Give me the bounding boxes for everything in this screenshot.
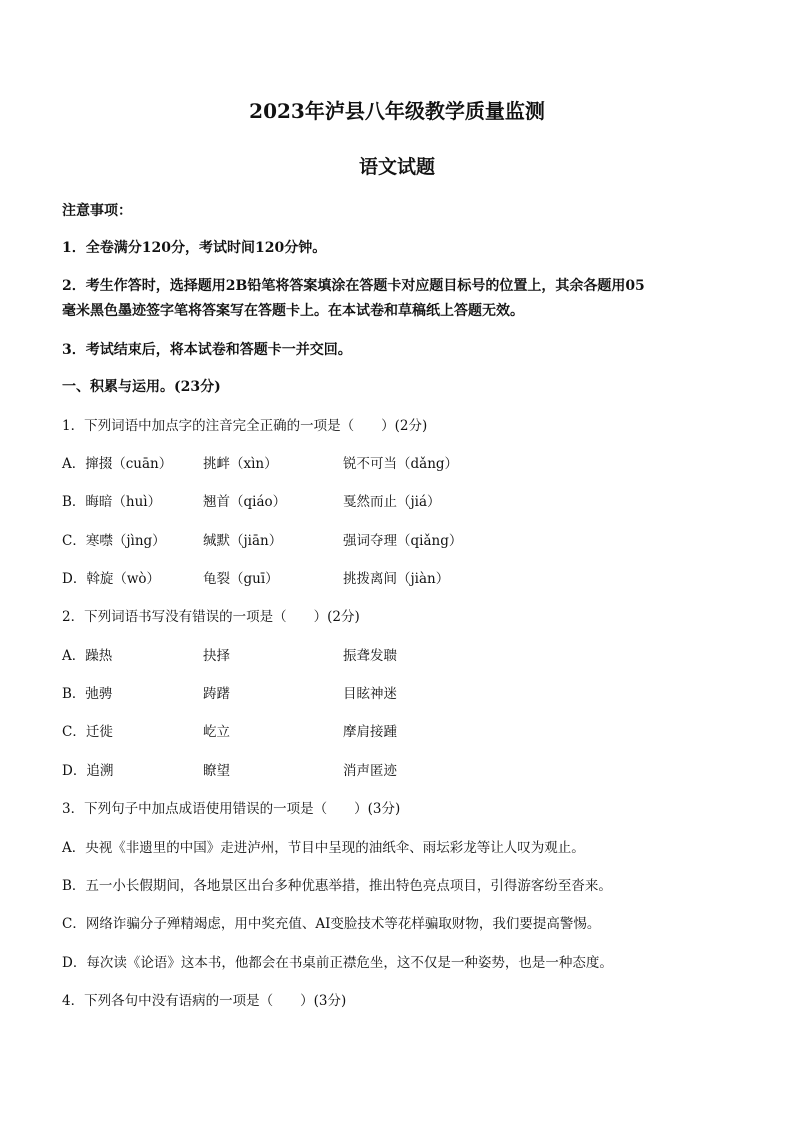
- exam-subject: 语文试题: [358, 156, 435, 178]
- q1-option-d-3: 挑拨离间（jiàn）: [343, 571, 450, 587]
- q1-option-c-2: 缄默（jiān）: [203, 533, 283, 549]
- question-4-stem: 4．下列各句中没有语病的一项是（ ）(3分): [62, 993, 347, 1009]
- q1-option-a-1: A．撺掇（cuān）: [62, 456, 173, 472]
- notice-heading: 注意事项：: [62, 203, 132, 219]
- q1-option-a-2: 挑衅（xìn）: [203, 456, 278, 472]
- q2-option-c-3: 摩肩接踵: [343, 724, 397, 740]
- q2-option-b-3: 目眩神迷: [343, 686, 397, 702]
- q1-option-b-2: 翘首（qiáo）: [203, 494, 287, 510]
- question-2-stem: 2．下列词语书写没有错误的一项是（ ）(2分): [62, 609, 360, 625]
- q2-option-d-3: 消声匿迹: [343, 763, 397, 779]
- q2-option-a-2: 抉择: [203, 648, 230, 664]
- exam-title: 2023年泸县八年级教学质量监测: [249, 99, 545, 123]
- section-heading: 一、积累与运用。(23分): [62, 379, 221, 395]
- notice-item-2: 2．考生作答时，选择题用2B铅笔将答案填涂在答题卡对应题目标号的位置上，其余各题用05: [62, 278, 645, 294]
- notice-item-1: 1．全卷满分120分，考试时间120分钟。: [62, 240, 327, 256]
- notice-item-2-cont: 毫米黑色墨迹签字笔将答案写在答题卡上。在本试卷和草稿纸上答题无效。: [62, 303, 524, 319]
- q2-option-c-2: 屹立: [203, 724, 230, 740]
- q2-option-b-1: B．弛骋: [62, 686, 113, 702]
- q1-option-c-1: C．寒噤（jìng）: [62, 533, 166, 549]
- q2-option-c-1: C．迁徙: [62, 724, 113, 740]
- q1-option-a-3: 锐不可当（dǎng）: [343, 456, 459, 472]
- question-1-stem: 1．下列词语中加点字的注音完全正确的一项是（ ）(2分): [62, 418, 428, 434]
- q2-option-d-1: D．追溯: [62, 763, 114, 779]
- q1-option-d-2: 龟裂（guī）: [203, 571, 279, 587]
- q2-option-a-3: 振聋发聩: [343, 648, 397, 664]
- q2-option-b-2: 踌躇: [203, 686, 230, 702]
- q1-option-c-3: 强词夺理（qiǎng）: [343, 533, 463, 549]
- notice-item-3: 3．考试结束后，将本试卷和答题卡一并交回。: [62, 342, 352, 358]
- q3-option-b: B．五一小长假期间，各地景区出台多种优惠举措，推出特色亮点项目，引得游客纷至沓来。: [62, 878, 612, 894]
- q3-option-a: A．央视《非遗里的中国》走进泸州，节目中呈现的油纸伞、雨坛彩龙等让人叹为观止。: [62, 840, 585, 856]
- q3-option-c: C．网络诈骗分子殚精竭虑，用中奖充值、AI变脸技术等花样骗取财物，我们要提高警惕。: [62, 916, 601, 932]
- q1-option-d-1: D．斡旋（wò）: [62, 571, 161, 587]
- q2-option-a-1: A．躁热: [62, 648, 113, 664]
- q1-option-b-1: B．晦暗（huì）: [62, 494, 162, 510]
- q3-option-d: D．每次读《论语》这本书，他都会在书桌前正襟危坐，这不仅是一种姿势，也是一种态度。: [62, 955, 613, 971]
- question-3-stem: 3．下列句子中加点成语使用错误的一项是（ ）(3分): [62, 801, 401, 817]
- q2-option-d-2: 瞭望: [203, 763, 230, 779]
- q1-option-b-3: 戛然而止（jiá）: [343, 494, 441, 510]
